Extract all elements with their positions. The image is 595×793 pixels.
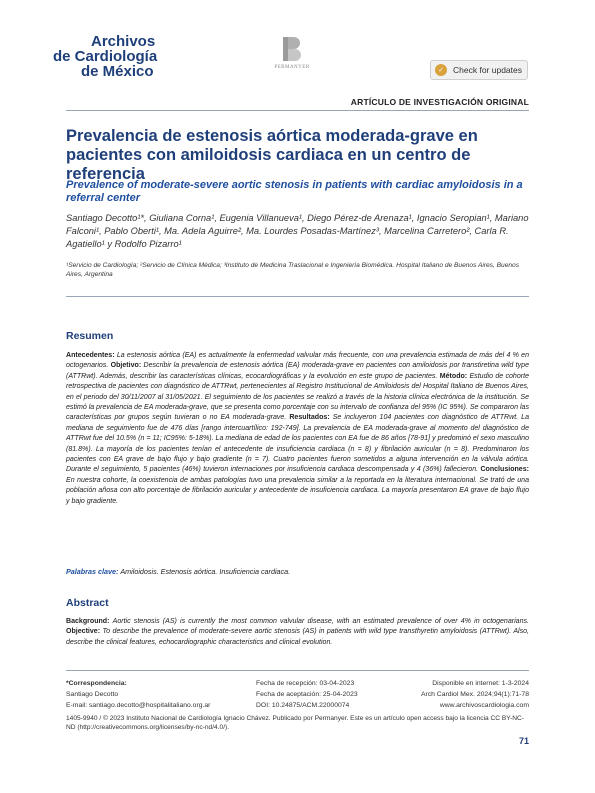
online-date: Disponible en internet: 1-3-2024: [432, 680, 529, 687]
keywords: [66, 567, 290, 576]
journal-logo: [53, 34, 157, 79]
received-date: Fecha de recepción: 03-04-2023: [256, 680, 355, 687]
author-list: Santiago Decotto¹*, Giuliana Corna¹, Eugenia Villanueva¹, Diego Pérez-de Arenaza¹, Ignacio Seropian¹, Mariano Falconi¹, Pablo Oberti¹, Ma. Adela Aguirre², Ma. Lourdes Posadas-Martínez³, Marcelina Carretero², Carla R. Agatiello¹ y Rodolfo Pizarro¹: [66, 213, 529, 249]
objetivo-text: Describir la prevalencia de estenosis aórtica (EA) moderada-grave en pacientes con amiloidosis por transtiretina wild type (ATTRwt). Además, describir las características clínicas, ecocardiográficas y la evolución en este grupo de pacientes.: [66, 362, 529, 380]
publication-info: [421, 678, 529, 711]
check-updates-label: Check for updates: [453, 65, 522, 75]
divider: [66, 670, 529, 671]
journal-name-line3: de México: [81, 63, 154, 80]
journal-name-line1: Archivos: [91, 33, 156, 50]
article-subtitle: Prevalence of moderate-severe aortic stenosis in patients with cardiac amyloidosis in a referral center: [66, 179, 523, 204]
accepted-date: Fecha de aceptación: 25-04-2023: [256, 691, 358, 698]
abstract-heading: Abstract: [66, 597, 109, 609]
license-text: 1405-9940 / © 2023 Instituto Nacional de Cardiología Ignacio Chávez. Publicado por Permanyer. Este es un artículo open access bajo la licencia CC BY-NC-ND (http://creativecommons.org/licenses/by-nc-nd/4.0/).: [66, 715, 525, 731]
publisher-caption: PERMANYER: [274, 65, 310, 70]
antecedentes-text: La estenosis aórtica (EA) es actualmente la enfermedad valvular más frecuente, con una prevalencia estimada de más del 4 % en octogenarios.: [66, 352, 530, 370]
metodo-label: Método:: [439, 372, 470, 380]
journal-name-line2: de Cardiología: [53, 48, 158, 65]
resumen-body: [66, 351, 529, 507]
resultados-label: Resultados:: [289, 414, 333, 422]
metodo-text: Estudio de cohorte retrospectiva de pacientes con diagnóstico de ATTRwt, pertenecientes al Registro Institucional de Amiloidosis del Hospital Italiano de Buenos Aires, en el periodo del 30/11/2007 al 31/05/2021. El seguimiento de los pacientes se realizó a través de la historia clínica electrónica de la institución. Se estimó la prevalencia de EA moderada-grave, que se presenta como porcentaje con su intervalo de confianza del 95% (IC 95%). Se compararon las características por grupos según tuvieran o no EA moderada-grave.: [66, 372, 529, 422]
publisher-logo-icon: [281, 35, 303, 63]
resumen-heading: Resumen: [66, 330, 114, 342]
doi[interactable]: DOI: 10.24875/ACM.22000074: [256, 702, 350, 709]
divider: [66, 296, 529, 297]
resultados-text: Se incluyeron 104 pacientes con diagnóstico de ATTRwt. La mediana de seguimiento fue de 476 días [rango intercuartílico: 192-749]. La prevalencia de EA moderada-grave al momento del diagnóstico de ATTRwt fue del 10.5% (n = 11; IC95%: 5-18%). La mediana de edad de los pacientes con EA fue de 86 años [78-91] y predominó el sexo masculino (81.8%). La mayoría de los pacientes tenían el antecedente de insuficiencia cardiaca (n = 8) y fibrilación auricular (n = 8). Predominaron los pacientes con EA grave de bajo flujo y bajo gradiente (n = 7). Cuatro pacientes fueron sometidos a alguna intervención en la válvula aórtica. Durante el seguimiento, 5 pacientes (46%) tuvieron internaciones por insuficiencia cardiaca descompensada y 4 (36%) fallecieron.: [66, 414, 529, 474]
antecedentes-label: Antecedentes:: [66, 352, 117, 359]
objective-label: Objective:: [66, 628, 103, 636]
conclusiones-label: Conclusiones:: [480, 466, 529, 474]
article-type: ARTÍCULO DE INVESTIGACIÓN ORIGINAL: [350, 97, 529, 107]
objetivo-label: Objetivo:: [110, 362, 144, 370]
correspondence-label: *Correspondencia:: [66, 680, 127, 687]
citation: Arch Cardiol Mex. 2024;94(1):71-78: [420, 691, 529, 698]
correspondence-name: Santiago Decotto: [66, 691, 119, 698]
divider: [66, 110, 529, 111]
article-title: Prevalencia de estenosis aórtica moderada-grave en pacientes con amiloidosis cardiaca en un centro de referencia: [66, 127, 478, 183]
keywords-label: Palabras clave:: [66, 567, 121, 576]
background-label: Background:: [66, 618, 113, 625]
website-link[interactable]: www.archivoscardiologia.com: [439, 702, 529, 709]
abstract-body: [66, 617, 529, 648]
publisher-logo: [262, 35, 322, 70]
page-number: 71: [518, 736, 529, 746]
article-dates: [256, 678, 358, 711]
conclusiones-text: En nuestra cohorte, la coexistencia de ambas patologías tuvo una prevalencia similar a la reportada en la literatura internacional. Se trató de una población añosa con alto porcentaje de fibrilación auricular y antecedente de insuficiencia cardiaca. La mayoría presentaron EA grave de bajo flujo y bajo gradiente.: [66, 476, 529, 505]
correspondence-email[interactable]: E-mail: santiago.decotto@hospitalitaliano.org.ar: [66, 702, 211, 709]
background-text: Aortic stenosis (AS) is currently the most common valvular disease, with an estimated prevalence of over 4% in octogenarians.: [112, 618, 529, 625]
keywords-text: Amiloidosis. Estenosis aórtica. Insuficiencia cardiaca.: [120, 567, 291, 576]
objective-text: To describe the prevalence of moderate-severe aortic stenosis (AS) in patients with wild type transthyretin amyloidosis (ATTRwt). Also, describe the clinical features, echocardiographic characteristics and clinical evolution.: [66, 628, 529, 646]
check-updates-icon: ✓: [435, 64, 447, 76]
affiliations: ¹Servicio de Cardiología; ²Servicio de Clínica Médica; ³Instituto de Medicina Traslacional e Ingeniería Biomédica. Hospital Italiano de Buenos Aires, Buenos Aires, Argentina: [66, 262, 520, 278]
check-updates-button[interactable]: [430, 60, 528, 80]
correspondence: [66, 678, 210, 711]
